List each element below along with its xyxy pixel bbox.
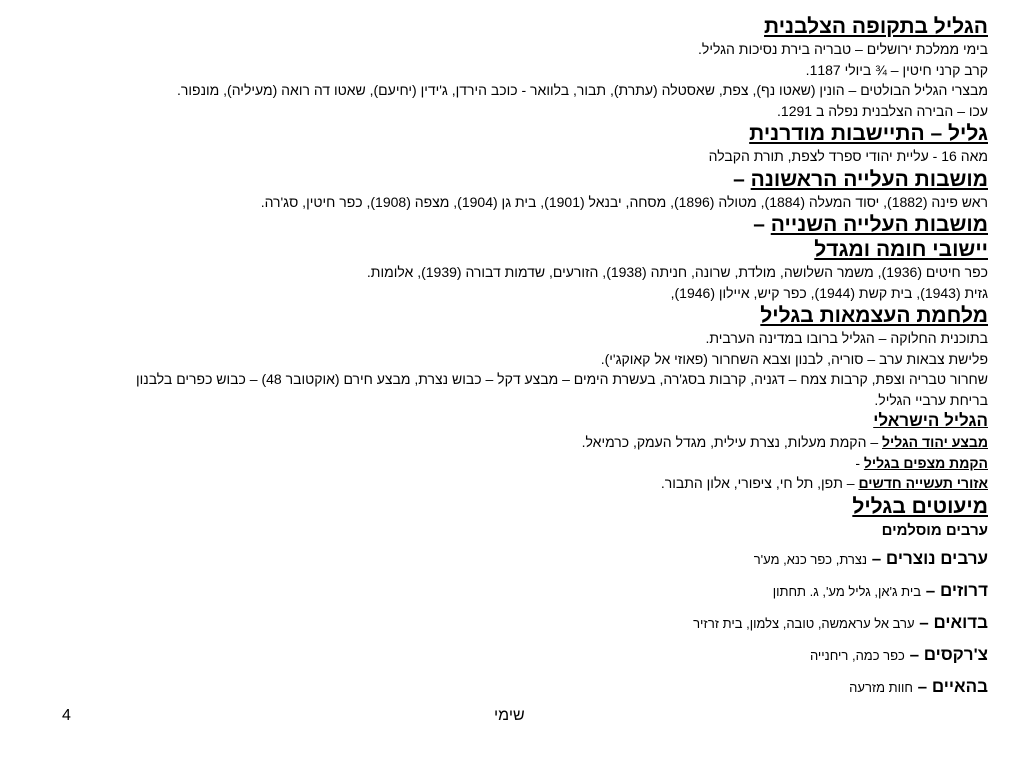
heading-crusader: הגליל בתקופה הצלבנית: [764, 15, 988, 38]
heading-minorities: מיעוטים בגליל: [852, 494, 988, 518]
text-line: מאה 16 - עליית יהודי ספרד לצפת, תורת הקבלה: [708, 148, 988, 164]
author-name: שימי: [494, 707, 525, 724]
text-line: בריחת ערביי הגליל.: [874, 391, 988, 408]
heading-war: מלחמת העצמאות בגליל: [760, 304, 988, 327]
text-line: פלישת צבאות ערב – סוריה, לבנון וצבא השחרור (פאוזי אל קאוקג'י).: [600, 350, 988, 367]
heading-stockade: יישובי חומה ומגדל: [814, 238, 988, 261]
text-line: כפר חיטים (1936), משמר השלושה, מולדת, שרונה, חניתה (1938), הזורעים, שדמות דבורה (1939), אלומות.: [366, 264, 988, 280]
minority-group: בהאיים – חוות מזרעה: [849, 676, 988, 696]
minority-group: ערבים נוצרים – נצרת, כפר כנא, מע'ר: [753, 548, 988, 568]
text-line: בתוכנית החלוקה – הגליל ברובו במדינה הערבית.: [705, 330, 988, 346]
text-line: בימי ממלכת ירושלים – טבריה בירת נסיכות הגליל.: [698, 41, 988, 57]
page-number: 4: [62, 707, 71, 724]
heading-aliya1: מושבות העלייה הראשונה –: [733, 167, 988, 191]
minority-group: צ'רקסים – כפר כמה, ריחנייה: [809, 644, 988, 664]
minority-subtitle: ערבים מוסלמים: [881, 521, 988, 539]
text-line: עכו – הבירה הצלבנית נפלה ב 1291.: [777, 102, 988, 119]
text-line: ראש פינה (1882), יסוד המעלה (1884), מטולה (1896), מסחה, יבנאל (1901), בית גן (1904), מצפה (1908), כפר חיטין, סג'רה.: [260, 193, 988, 210]
text-line: גזית (1943), בית קשת (1944), כפר קיש, איילון (1946),: [670, 284, 988, 301]
text-line: מבצרי הגליל הבולטים – הונין (שאטו נף), צפת, שאסטלה (עתרת), תבור, בלוואר - כוכב הירדן, ג'ידין (יחיעם), שאטו דה רואה (מעיליה), מונפור.: [177, 82, 988, 98]
heading-modern: גליל – התיישבות מודרנית: [749, 122, 988, 145]
text-line: שחרור טבריה וצפת, קרבות צמח – דגניה, קרבות בסג'רה, בעשרת הימים – מבצע דקל – כבוש נצרת, מבצע חירם (אוקטובר 48) – כבוש כפרים בלבנון: [135, 371, 988, 387]
list-item: מבצע יהוד הגליל – הקמת מעלות, נצרת עילית, מגדל העמק, כרמיאל.: [581, 434, 988, 450]
heading-aliya2: מושבות העלייה השנייה –: [753, 213, 988, 236]
minority-group: דרוזים – בית ג'אן, גליל מע', ג. תחתון: [772, 580, 988, 600]
slide-content: [40, 14, 988, 703]
text-line: קרב קרני חיטין – ¾ ביולי 1187.: [805, 61, 988, 78]
heading-israeli: הגליל הישראלי: [873, 411, 988, 430]
list-item: אזורי תעשייה חדשים – תפן, תל חי, ציפורי, אלון התבור.: [660, 475, 988, 491]
minority-group: בדואים – ערב אל עראמשה, טובה, צלמון, בית זרזיר: [693, 612, 988, 632]
list-item: הקמת מצפים בגליל -: [855, 454, 988, 471]
